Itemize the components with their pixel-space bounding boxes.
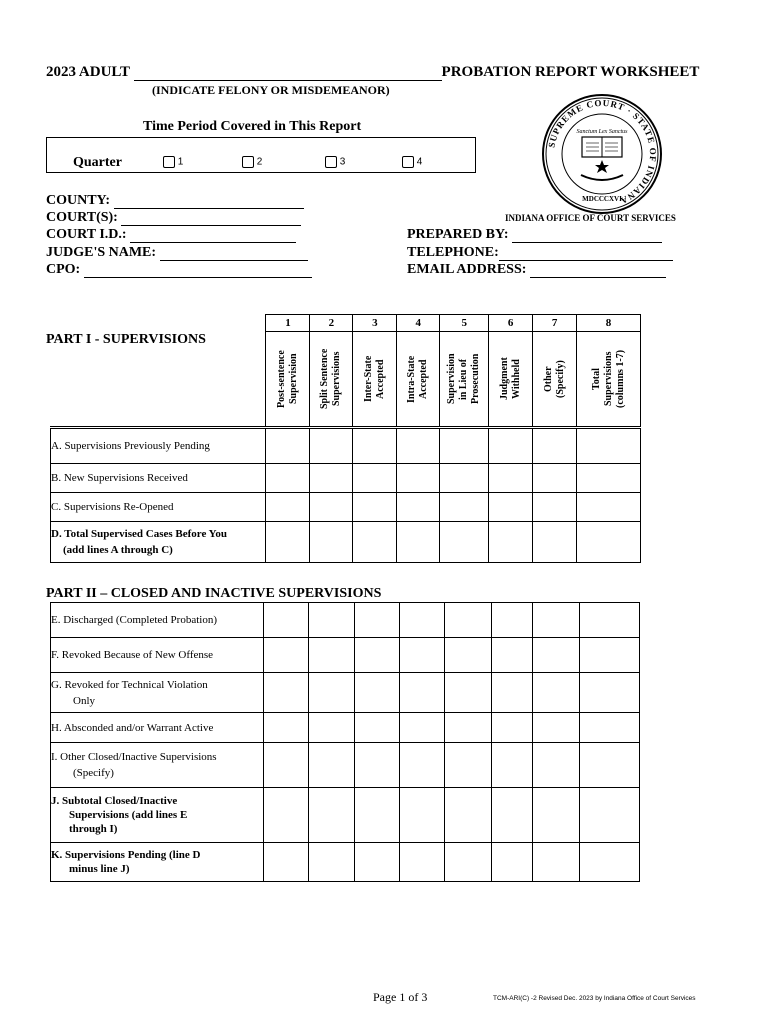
- table-cell[interactable]: [577, 464, 641, 493]
- table-cell[interactable]: [492, 638, 533, 673]
- table-cell[interactable]: [445, 603, 492, 638]
- quarter-option-3[interactable]: 3: [325, 156, 345, 168]
- table-cell[interactable]: [400, 788, 445, 843]
- table-cell[interactable]: [353, 428, 397, 464]
- courts-field: COURT(S):: [46, 210, 301, 226]
- table-cell[interactable]: [266, 493, 310, 522]
- table-cell[interactable]: [533, 843, 580, 882]
- row-label: D. Total Supervised Cases Before You (add lines A through C): [51, 522, 266, 563]
- table-cell[interactable]: [580, 638, 640, 673]
- table-cell[interactable]: [354, 603, 400, 638]
- quarter-option-4[interactable]: 4: [402, 156, 422, 168]
- column-header: Total Supervisions (columns 1-7): [590, 349, 626, 409]
- table-cell[interactable]: [263, 788, 308, 843]
- cpo-field: CPO:: [46, 262, 312, 278]
- court-id-field: COURT I.D.:: [46, 227, 296, 243]
- table-cell[interactable]: [308, 673, 354, 713]
- column-number: 3: [353, 315, 397, 332]
- table-cell[interactable]: [492, 843, 533, 882]
- row-label: B. New Supervisions Received: [51, 464, 266, 493]
- table-row: [51, 788, 640, 843]
- column-number: 4: [397, 315, 440, 332]
- table-cell[interactable]: [533, 673, 580, 713]
- quarter-option-2[interactable]: 2: [242, 156, 262, 168]
- table-cell[interactable]: [445, 743, 492, 788]
- row-label: H. Absconded and/or Warrant Active: [51, 713, 264, 743]
- table-cell[interactable]: [263, 603, 308, 638]
- column-number: 1: [266, 315, 310, 332]
- column-header: Split Sentence Supervisions: [319, 348, 343, 410]
- column-number: 5: [440, 315, 489, 332]
- court-id-input[interactable]: [130, 242, 296, 243]
- table-cell[interactable]: [308, 638, 354, 673]
- table-cell[interactable]: [580, 673, 640, 713]
- table-cell[interactable]: [577, 522, 641, 563]
- table-cell[interactable]: [397, 522, 440, 563]
- column-number: 8: [577, 315, 641, 332]
- table-cell[interactable]: [400, 743, 445, 788]
- table-cell[interactable]: [263, 843, 308, 882]
- table-cell[interactable]: [580, 713, 640, 743]
- table-row: [51, 522, 641, 563]
- table-cell[interactable]: [489, 522, 533, 563]
- table-cell[interactable]: [400, 843, 445, 882]
- form-title: [46, 64, 699, 81]
- table-cell[interactable]: [533, 493, 577, 522]
- county-input[interactable]: [114, 208, 304, 209]
- row-label: C. Supervisions Re-Opened: [51, 493, 266, 522]
- telephone-field: TELEPHONE:: [407, 245, 673, 261]
- form-id: TCM-ARI(C) -2 Revised Dec. 2023 by Indiana Office of Court Services: [493, 995, 696, 1002]
- seal-motto: Sanctum Lex Sanctus: [576, 129, 628, 135]
- office-name: INDIANA OFFICE OF COURT SERVICES: [505, 213, 676, 223]
- checkbox-icon[interactable]: [402, 156, 414, 168]
- table-cell[interactable]: [354, 713, 400, 743]
- part2-table: [50, 602, 640, 882]
- prepared-by-field: PREPARED BY:: [407, 227, 662, 243]
- table-cell[interactable]: [353, 522, 397, 563]
- row-label: E. Discharged (Completed Probation): [51, 603, 264, 638]
- title-suffix: PROBATION REPORT WORKSHEET: [441, 64, 700, 80]
- row-label: J. Subtotal Closed/Inactive Supervisions (add lines E through I): [51, 788, 264, 843]
- table-row: [51, 638, 640, 673]
- table-cell[interactable]: [400, 713, 445, 743]
- checkbox-icon[interactable]: [325, 156, 337, 168]
- table-cell[interactable]: [533, 713, 580, 743]
- table-cell[interactable]: [263, 743, 308, 788]
- table-cell[interactable]: [445, 713, 492, 743]
- column-number: 2: [310, 315, 353, 332]
- table-cell[interactable]: [397, 428, 440, 464]
- table-cell[interactable]: [354, 788, 400, 843]
- page-number: Page 1 of 3: [373, 990, 428, 1004]
- part1-title: PART I - SUPERVISIONS: [46, 332, 206, 347]
- column-header: Judgment Withheld: [498, 357, 522, 401]
- telephone-input[interactable]: [499, 260, 673, 261]
- row-label: I. Other Closed/Inactive Supervisions (Specify): [51, 743, 264, 788]
- table-cell[interactable]: [353, 493, 397, 522]
- table-cell[interactable]: [266, 522, 310, 563]
- table-cell[interactable]: [308, 743, 354, 788]
- table-cell[interactable]: [353, 464, 397, 493]
- table-cell[interactable]: [533, 522, 577, 563]
- table-cell[interactable]: [580, 788, 640, 843]
- table-cell[interactable]: [400, 603, 445, 638]
- row-label: F. Revoked Because of New Offense: [51, 638, 264, 673]
- table-cell[interactable]: [400, 638, 445, 673]
- cpo-input[interactable]: [84, 277, 312, 278]
- row-label: A. Supervisions Previously Pending: [51, 428, 266, 464]
- table-cell[interactable]: [397, 464, 440, 493]
- form-subtitle: (INDICATE FELONY OR MISDEMEANOR): [152, 83, 390, 97]
- table-cell[interactable]: [354, 743, 400, 788]
- title-prefix: 2023 ADULT: [46, 64, 130, 80]
- part2-title: PART II – CLOSED AND INACTIVE SUPERVISIONS: [46, 586, 382, 601]
- table-cell[interactable]: [310, 428, 353, 464]
- email-field: EMAIL ADDRESS:: [407, 262, 666, 278]
- table-row: [51, 713, 640, 743]
- column-header: Post-sentence Supervision: [275, 350, 299, 408]
- column-number: 6: [489, 315, 533, 332]
- table-row: [51, 428, 641, 464]
- table-cell[interactable]: [400, 673, 445, 713]
- table-cell[interactable]: [266, 428, 310, 464]
- table-row: [51, 673, 640, 713]
- seal-outer-text: SUPREME COURT · STATE OF INDIANA: [546, 97, 659, 207]
- table-cell[interactable]: [310, 522, 353, 563]
- table-row: [51, 603, 640, 638]
- table-row: [51, 743, 640, 788]
- table-cell[interactable]: [580, 843, 640, 882]
- column-header: Inter-State Accepted: [362, 355, 386, 403]
- period-label: Time Period Covered in This Report: [143, 119, 362, 134]
- row-label: G. Revoked for Technical Violation Only: [51, 673, 264, 713]
- column-header: Intra-State Accepted: [406, 355, 430, 403]
- column-header: Supervision in Lieu of Prosecution: [446, 353, 482, 405]
- table-cell[interactable]: [492, 743, 533, 788]
- table-cell[interactable]: [445, 788, 492, 843]
- table-cell[interactable]: [263, 673, 308, 713]
- table-cell[interactable]: [266, 464, 310, 493]
- county-field: COUNTY:: [46, 193, 304, 209]
- courts-input[interactable]: [121, 225, 301, 226]
- table-cell[interactable]: [263, 638, 308, 673]
- quarter-label: Quarter: [73, 155, 122, 170]
- table-cell[interactable]: [310, 464, 353, 493]
- table-cell[interactable]: [489, 493, 533, 522]
- column-number: 7: [533, 315, 577, 332]
- table-cell[interactable]: [308, 788, 354, 843]
- quarter-option-1[interactable]: 1: [163, 156, 183, 168]
- column-header: Other (Specify): [542, 360, 566, 398]
- table-cell[interactable]: [533, 638, 580, 673]
- table-cell[interactable]: [308, 603, 354, 638]
- table-cell[interactable]: [492, 673, 533, 713]
- table-cell[interactable]: [492, 788, 533, 843]
- table-cell[interactable]: [397, 493, 440, 522]
- table-cell[interactable]: [354, 673, 400, 713]
- table-cell[interactable]: [577, 493, 641, 522]
- table-cell[interactable]: [310, 493, 353, 522]
- table-cell[interactable]: [440, 464, 489, 493]
- table-cell[interactable]: [580, 743, 640, 788]
- table-cell[interactable]: [533, 603, 580, 638]
- checkbox-icon[interactable]: [242, 156, 254, 168]
- table-cell[interactable]: [580, 603, 640, 638]
- judge-name-input[interactable]: [160, 260, 308, 261]
- table-cell[interactable]: [308, 843, 354, 882]
- table-cell[interactable]: [492, 603, 533, 638]
- row-label: K. Supervisions Pending (line D minus line J): [51, 843, 264, 882]
- table-cell[interactable]: [489, 428, 533, 464]
- table-row: [51, 493, 641, 522]
- table-cell[interactable]: [577, 428, 641, 464]
- table-cell[interactable]: [445, 843, 492, 882]
- table-cell[interactable]: [533, 743, 580, 788]
- table-cell[interactable]: [440, 428, 489, 464]
- seal-year: MDCCCXVI: [582, 195, 622, 203]
- table-cell[interactable]: [308, 713, 354, 743]
- table-cell[interactable]: [492, 713, 533, 743]
- indiana-supreme-court-seal: [541, 93, 663, 215]
- felony-misdemeanor-blank[interactable]: [134, 80, 442, 81]
- table-cell[interactable]: [489, 464, 533, 493]
- checkbox-icon[interactable]: [163, 156, 175, 168]
- table-cell[interactable]: [533, 464, 577, 493]
- email-input[interactable]: [530, 277, 666, 278]
- table-cell[interactable]: [354, 843, 400, 882]
- judge-name-field: JUDGE'S NAME:: [46, 245, 308, 261]
- table-cell[interactable]: [445, 673, 492, 713]
- table-cell[interactable]: [354, 638, 400, 673]
- table-cell[interactable]: [533, 428, 577, 464]
- table-cell[interactable]: [440, 493, 489, 522]
- prepared-by-input[interactable]: [512, 242, 662, 243]
- part1-table: [50, 314, 641, 563]
- table-cell[interactable]: [533, 788, 580, 843]
- table-row: [51, 464, 641, 493]
- table-cell[interactable]: [445, 638, 492, 673]
- table-row: [51, 843, 640, 882]
- table-cell[interactable]: [263, 713, 308, 743]
- table-cell[interactable]: [440, 522, 489, 563]
